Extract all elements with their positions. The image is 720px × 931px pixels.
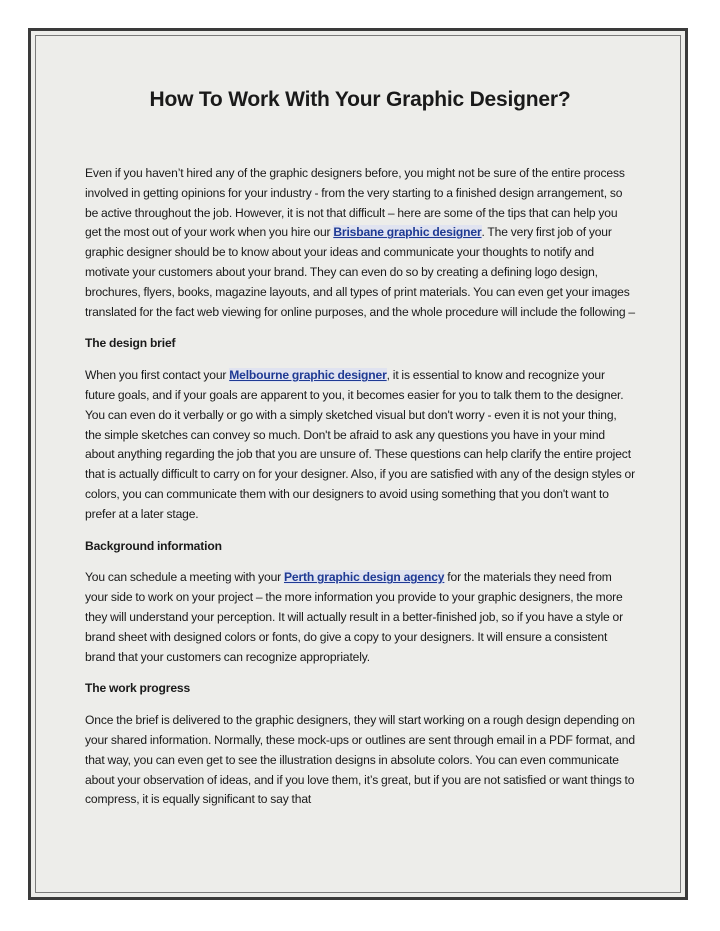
section-heading-work-progress: The work progress <box>85 681 191 696</box>
work-progress-paragraph: Once the brief is delivered to the graphic designers, they will start working on a rough design depending on your shared information. Normally, these mock-ups or outlines are sent through email in a PDF format, and that way, you can even get to see the illustration designs in absolute colors. You can even communicate about your observation of ideas, and if you love them, it’s great, but if you are not satisfied or want things to compress, it is equally significant to say that <box>85 713 635 807</box>
document-title: How To Work With Your Graphic Designer? <box>149 88 571 111</box>
brisbane-graphic-designer-link[interactable]: Brisbane graphic designer <box>333 225 482 240</box>
design-brief-text-after: , it is essential to know and recognize your future goals, and if your goals are apparent to you, it becomes easier for you to talk them to the designer. You can even do it verbally or go with a simply sketched visual but don't worry - even it is not your thing, the simple sketches can convey so much. Don't be afraid to ask any questions you have in your mind about anything regarding the job that you are unsure of. These questions can help clarify the entire project that is actually difficult to carry on for your designer. Also, if you are satisfied with any of the design styles or colors, you can communicate them with our designers to avoid using something that you don't want to prefer at a later stage. <box>85 368 635 521</box>
design-brief-text-before: When you first contact your <box>85 368 230 383</box>
perth-graphic-design-agency-link[interactable]: Perth graphic design agency <box>283 570 445 585</box>
intro-paragraph <box>85 164 635 322</box>
section-heading-background-information: Background information <box>85 538 222 553</box>
melbourne-graphic-designer-link[interactable]: Melbourne graphic designer <box>229 368 387 383</box>
design-brief-paragraph <box>85 366 635 524</box>
section-heading-design-brief: The design brief <box>85 336 176 351</box>
background-text-before: You can schedule a meeting with your <box>85 570 284 585</box>
intro-text-before: Even if you haven’t hired any of the graphic designers before, you might not be sure of the entire process involved in getting opinions for your industry - from the very starting to a finished design arrangement, so be active throughout the job. However, it is not that difficult – here are some of the tips that can help you get the most out of your work when you hire our <box>85 166 625 240</box>
background-information-paragraph <box>85 568 635 667</box>
document-content <box>85 88 635 822</box>
intro-text-after: . The very first job of your graphic designer should be to know about your ideas and communicate your thoughts to notify and motivate your customers about your brand. They can even do so by creating a defining logo design, brochures, flyers, books, magazine layouts, and all types of print materials. You can even get your images translated for the fact web viewing for online purposes, and the whole procedure will include the following – <box>85 225 635 319</box>
background-text-after: for the materials they need from your side to work on your project – the more information you provide to your graphic designers, the more they will understand your perception. It will actually result in a better-finished job, so if you have a style or brand sheet with designed colors or fonts, do give a copy to your designers. It will ensure a consistent brand that your customers can recognize appropriately. <box>85 570 623 664</box>
